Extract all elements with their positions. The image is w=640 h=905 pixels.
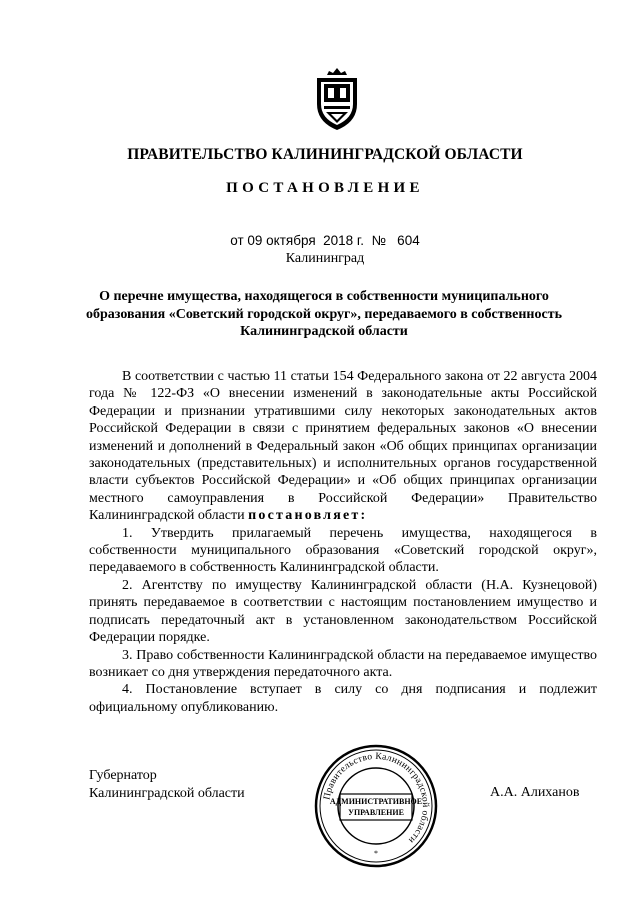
clause-3: 3. Право собственности Калининградской области на передаваемое имущество возникает со дня утверждения передаточного акта.	[89, 647, 597, 680]
government-name: ПРАВИТЕЛЬСТВО КАЛИНИНГРАДСКОЙ ОБЛАСТИ	[127, 146, 523, 163]
signer-position-line-2: Калининградской области	[89, 785, 245, 801]
seal-center-line-1: АДМИНИСТРАТИВНОЕ	[329, 797, 423, 806]
document-subject: О перечне имущества, находящегося в собственности муниципального образования «Советский городской округ», передаваемого в собственность Калининградской области	[86, 289, 562, 339]
clause-4: 4. Постановление вступает в силу со дня подписания и подлежит официальному опубликованию.	[89, 682, 597, 715]
signer-position	[89, 767, 245, 802]
signer-position-line-1: Губернатор	[89, 768, 157, 783]
city: Калининград	[285, 251, 365, 266]
seal-center-line-2: УПРАВЛЕНИЕ	[348, 808, 404, 817]
preamble-paragraph	[89, 368, 597, 525]
document-body	[89, 368, 597, 716]
decree-word: постановляет:	[248, 508, 368, 524]
svg-text:*: *	[374, 849, 378, 858]
date-and-number: от 09 октября 2018 г. № 604	[230, 233, 420, 248]
official-seal-icon	[312, 742, 440, 870]
document-type: ПОСТАНОВЛЕНИЕ	[226, 180, 424, 196]
seal-ring-text: Правительство Калининградской области	[322, 751, 431, 846]
clause-1: 1. Утвердить прилагаемый перечень имущества, находящегося в собственности муниципального образования «Советский городской округ», передаваемого в собственность Калининградской области.	[89, 525, 597, 576]
clause-2: 2. Агентству по имуществу Калининградской области (Н.А. Кузнецовой) принять передаваемое в соответствии с настоящим постановлением имущество и подписать передаточный акт в установленном законодательством Российской Федерации порядке.	[89, 577, 597, 646]
coat-of-arms-icon	[312, 62, 362, 132]
preamble-text: В соответствии с частью 11 статьи 154 Федерального закона от 22 августа 2004 года № 122-ФЗ «О внесении изменений в законодательные акты Российской Федерации и признании утратившими силу некоторых законодательных актов Российской Федерации в связи с принятием федеральных законов «О внесении изменений и дополнений в Федеральный закон «Об общих принципах организации законодательных (представительных) и исполнительных органов государственной власти субъектов Российской Федерации» и «Об общих принципах организации местного самоуправления в Российской Федерации» Правительство Калининградской области	[89, 369, 597, 524]
signer-name: А.А. Алиханов	[490, 785, 580, 800]
